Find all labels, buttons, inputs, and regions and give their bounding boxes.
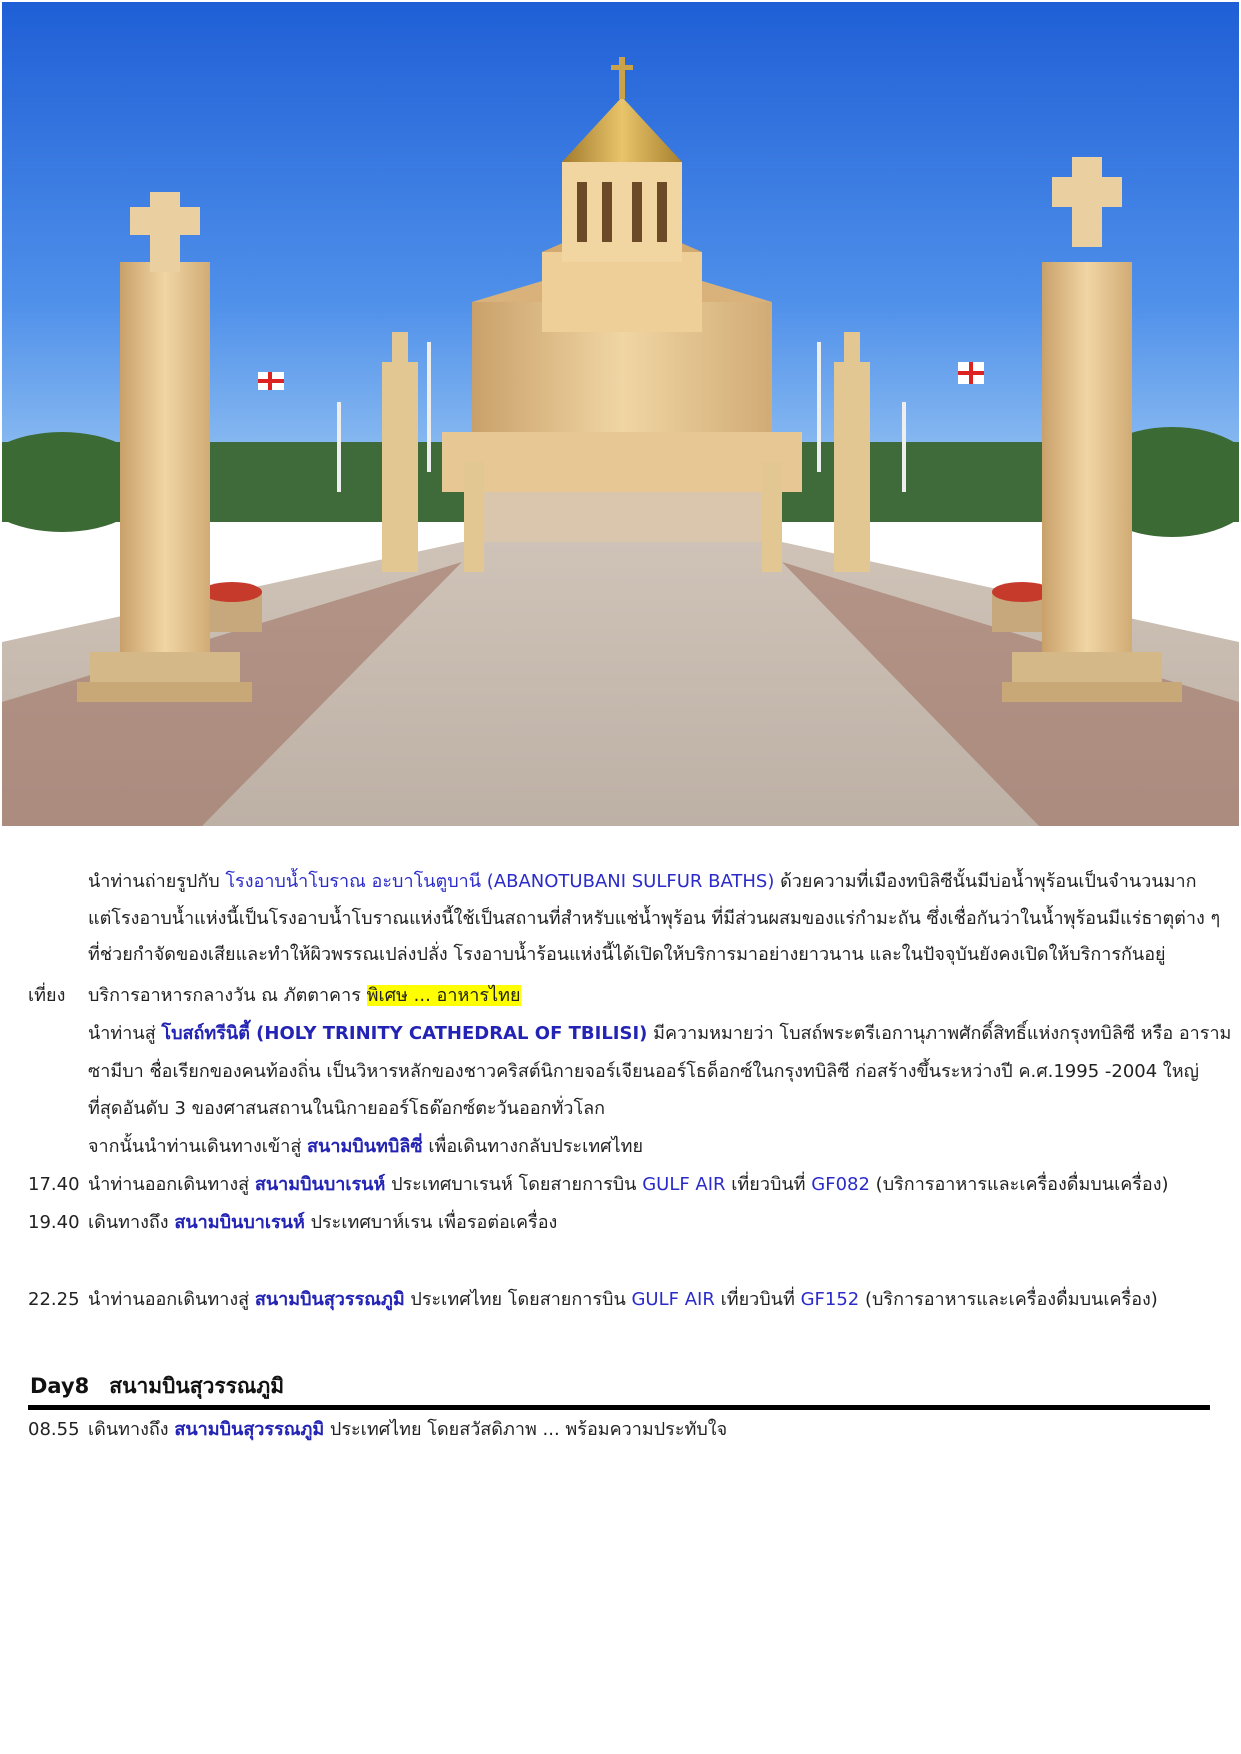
text: ด้วยความที่เมืองทบิลิซีนั้นมีบ่อน้ำพุร้อนเป็นจำนวนมาก	[774, 871, 1197, 892]
text: ซามีบา ชื่อเรียกของคนท้องถิ่น เป็นวิหารหลักของชาวคริสต์นิกายจอร์เจียนออร์โธด็อกซ์ในกรุงทบิลิซี ก่อสร้างขึ้นระหว่างปี ค.ศ.1995 -2004 ใหญ่	[88, 1061, 1199, 1082]
text: ที่สุดอันดับ 3 ของศาสนสถานในนิกายออร์โธด๊อกซ์ตะวันออกทั่วโลก	[88, 1098, 606, 1119]
day-title: สนามบินสุวรรณภูมิ	[109, 1374, 285, 1398]
text: เดินทางถึง	[88, 1419, 175, 1440]
day-label: Day8	[30, 1374, 90, 1398]
text: ประเทศไทย โดยสวัสดิภาพ ... พร้อมความประทับใจ	[324, 1419, 728, 1440]
abanotubani-link[interactable]: โรงอาบน้ำโบราณ อะบาโนตูบานี (ABANOTUBANI SULFUR BATHS)	[225, 871, 775, 892]
time-label: 08.55	[28, 1419, 80, 1440]
text: (บริการอาหารและเครื่องดื่มบนเครื่อง)	[859, 1289, 1158, 1310]
text: นำท่านออกเดินทางสู่	[88, 1289, 255, 1310]
text: บริการอาหารกลางวัน ณ ภัตตาคาร	[88, 985, 367, 1006]
text: เดินทางถึง	[88, 1212, 175, 1233]
tbilisi-airport-link[interactable]: สนามบินทบิลิซี่	[307, 1136, 423, 1157]
airport-link[interactable]: สนามบินสุวรรณภูมิ	[254, 1289, 405, 1310]
time-label: เที่ยง	[28, 985, 66, 1006]
text: นำท่านออกเดินทางสู่	[88, 1174, 255, 1195]
hero-photo	[2, 2, 1239, 826]
text: เที่ยวบินที่	[725, 1174, 812, 1195]
text: ประเทศบาห์เรน เพื่อรอต่อเครื่อง	[304, 1212, 558, 1233]
time-label: 22.25	[28, 1289, 80, 1310]
airport-link[interactable]: สนามบินบาเรนห์	[254, 1174, 386, 1195]
text: แต่โรงอาบน้ำแห่งนี้เป็นโรงอาบน้ำโบราณแห่งนี้ใช้เป็นสถานที่สำหรับแช่น้ำพุร้อน ที่มีส่วนผสมของแร่กำมะถัน ซึ่งเชื่อกันว่าในน้ำพุร้อนมีแร่ธาตุต่าง ๆ	[88, 908, 1221, 929]
text: ประเทศบาเรนห์ โดยสายการบิน	[385, 1174, 643, 1195]
text: ประเทศไทย โดยสายการบิน	[404, 1289, 632, 1310]
text: เที่ยวบินที่	[714, 1289, 801, 1310]
text: มีความหมายว่า โบสถ์พระตรีเอกานุภาพศักดิ์สิทธิ์แห่งกรุงทบิลิซี หรือ อาราม	[647, 1023, 1232, 1044]
text: เพื่อเดินทางกลับประเทศไทย	[422, 1136, 644, 1157]
day8-heading	[30, 1370, 284, 1403]
text: ที่ช่วยกำจัดของเสียและทำให้ผิวพรรณเปล่งปลั่ง โรงอาบน้ำร้อนแห่งนี้ได้เปิดให้บริการมาอย่างยาวนาน และในปัจจุบันยังคงเปิดให้บริการกันอยู่	[88, 944, 1166, 965]
text: นำท่านถ่ายรูปกับ	[88, 871, 226, 892]
airport-link[interactable]: สนามบินบาเรนห์	[174, 1212, 305, 1233]
flight-number: GF152	[800, 1289, 860, 1310]
airport-link[interactable]: สนามบินสุวรรณภูมิ	[174, 1419, 325, 1440]
divider	[28, 1405, 1210, 1410]
flight-number: GF082	[811, 1174, 870, 1195]
airline-name: GULF AIR	[642, 1174, 726, 1195]
highlighted-text: พิเศษ ... อาหารไทย	[366, 985, 521, 1006]
text: จากนั้นนำท่านเดินทางเข้าสู่	[88, 1136, 308, 1157]
airline-name: GULF AIR	[631, 1289, 715, 1310]
time-label: 19.40	[28, 1212, 80, 1233]
text: นำท่านสู่	[88, 1023, 162, 1044]
time-label: 17.40	[28, 1174, 80, 1195]
holy-trinity-link[interactable]: โบสถ์ทรีนิตี้ (HOLY TRINITY CATHEDRAL OF TBILISI)	[161, 1023, 648, 1044]
text: (บริการอาหารและเครื่องดื่มบนเครื่อง)	[869, 1174, 1169, 1195]
